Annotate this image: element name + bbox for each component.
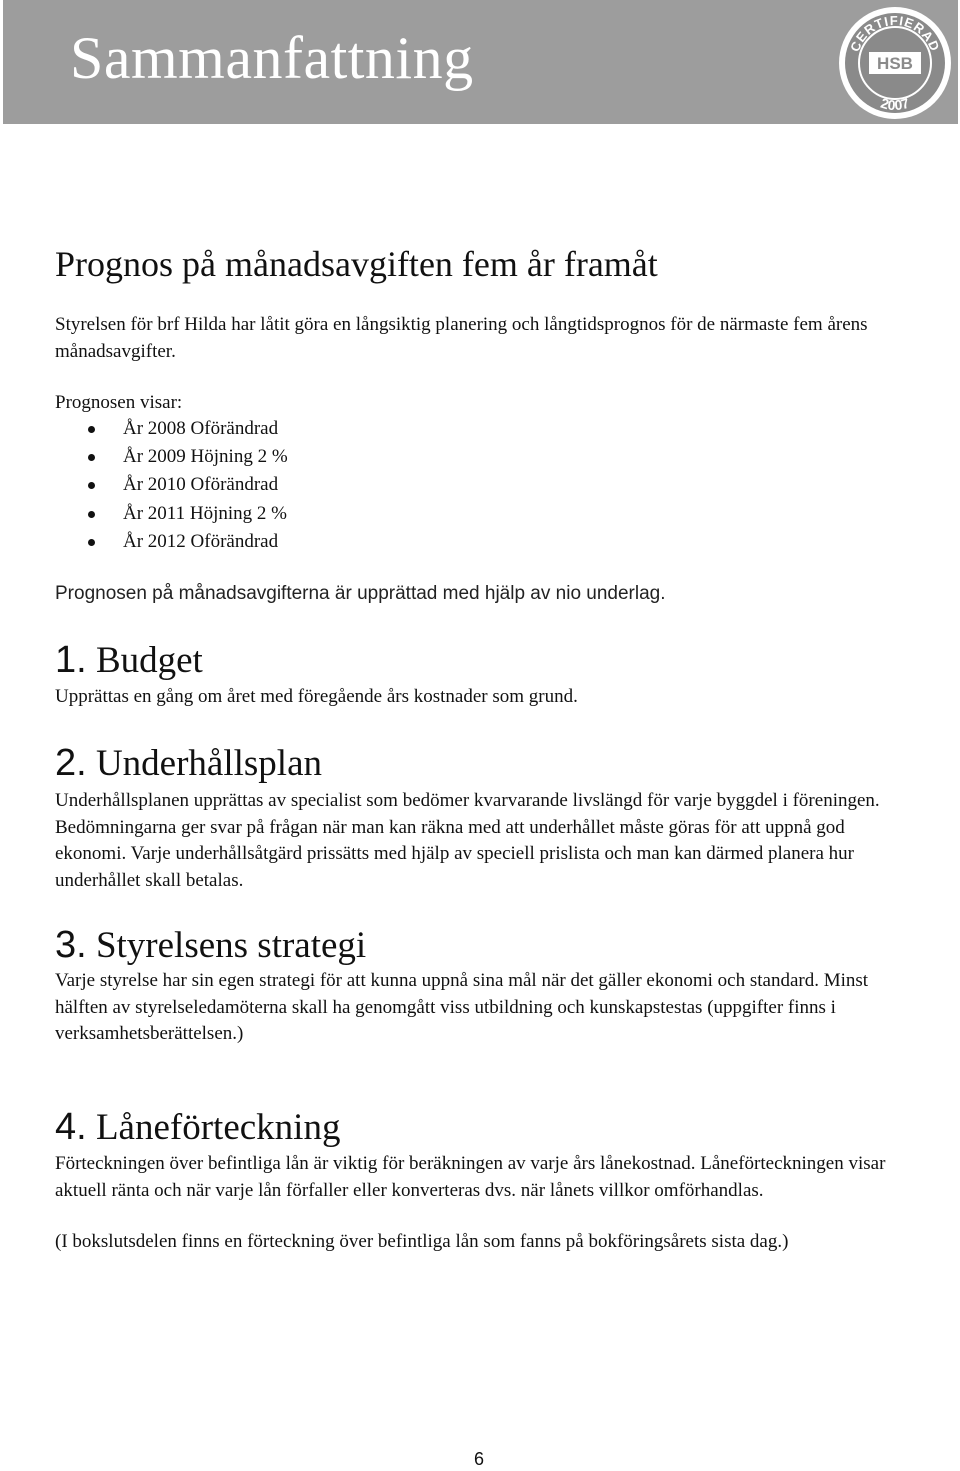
section-heading-laneforteckning bbox=[55, 1104, 340, 1151]
svg-text:2007 bbox=[879, 95, 911, 114]
list-item: År 2009 Höjning 2 % bbox=[55, 443, 288, 471]
main-heading: Prognos på månadsavgiften fem år framåt bbox=[55, 244, 658, 284]
section-body-laneforteckning: Förteckningen över befintliga lån är viktig för beräkningen av varje års lånekostnad. Låneförteckningen visar aktuell ränta och när varje lån förfaller eller konverteras dvs. när lånets villkor omförhandlas. bbox=[55, 1153, 886, 1201]
section-heading-budget bbox=[55, 637, 203, 684]
seal-center-text: HSB bbox=[877, 54, 913, 73]
section-number: 2. bbox=[55, 742, 87, 784]
list-item: År 2011 Höjning 2 % bbox=[55, 500, 288, 528]
section-number: 1. bbox=[55, 639, 87, 681]
bullet-icon bbox=[88, 539, 95, 546]
section-title: Budget bbox=[95, 640, 203, 681]
section-heading-underhallsplan bbox=[55, 740, 322, 787]
seal-year-text: 2007 bbox=[878, 94, 912, 114]
list-item: År 2012 Oförändrad bbox=[55, 528, 288, 556]
section-number: 3. bbox=[55, 924, 87, 966]
bullet-icon bbox=[88, 482, 95, 489]
basis-note: Prognosen på månadsavgifterna är upprättad med hjälp av nio underlag. bbox=[55, 583, 666, 604]
section-title: Underhållsplan bbox=[95, 743, 322, 784]
seal-top-text: CERTIFIERAD bbox=[847, 12, 943, 54]
section-body-strategi: Varje styrelse har sin egen strategi för att kunna uppnå sina mål när det gäller ekonomi och standard. Minst hälften av styrelseledamöterna skall ha genomgått viss utbildning och kunskapstestas (uppgifter finns i verksamhetsberättelsen.) bbox=[55, 970, 869, 1044]
prognosis-list bbox=[55, 415, 288, 556]
prognosis-label: Prognosen visar: bbox=[55, 392, 183, 413]
list-item: År 2010 Oförändrad bbox=[55, 471, 288, 499]
bullet-icon bbox=[88, 426, 95, 433]
section-note-laneforteckning: (I bokslutsdelen finns en förteckning över befintliga lån som fanns på bokföringsårets sista dag.) bbox=[55, 1231, 789, 1252]
section-body-budget: Upprättas en gång om året med föregående års kostnader som grund. bbox=[55, 686, 578, 707]
page-title: Sammanfattning bbox=[70, 25, 474, 91]
bullet-icon bbox=[88, 454, 95, 461]
intro-paragraph: Styrelsen för brf Hilda har låtit göra en långsiktig planering och långtidsprognos för de närmaste fem årens månadsavgifter. bbox=[55, 314, 868, 362]
list-item: År 2008 Oförändrad bbox=[55, 415, 288, 443]
section-body-underhallsplan: Underhållsplanen upprättas av specialist som bedömer kvarvarande livslängd för varje byggdel i föreningen. Bedömningarna ger svar på frågan när man kan räkna med att underhållet måste göras för att uppnå god ekonomi. Varje underhållsåtgärd prissätts med hjälp av speciell prislista och man kan därmed planera hur underhållet skall betalas. bbox=[55, 790, 880, 891]
section-title: Låneförteckning bbox=[95, 1107, 341, 1148]
section-number: 4. bbox=[55, 1106, 87, 1148]
page-number: 6 bbox=[474, 1449, 485, 1469]
section-title: Styrelsens strategi bbox=[95, 925, 367, 966]
bullet-icon bbox=[88, 511, 95, 518]
section-heading-strategi bbox=[55, 922, 366, 969]
hsb-certified-seal-icon bbox=[836, 4, 954, 122]
header-banner bbox=[3, 0, 958, 124]
